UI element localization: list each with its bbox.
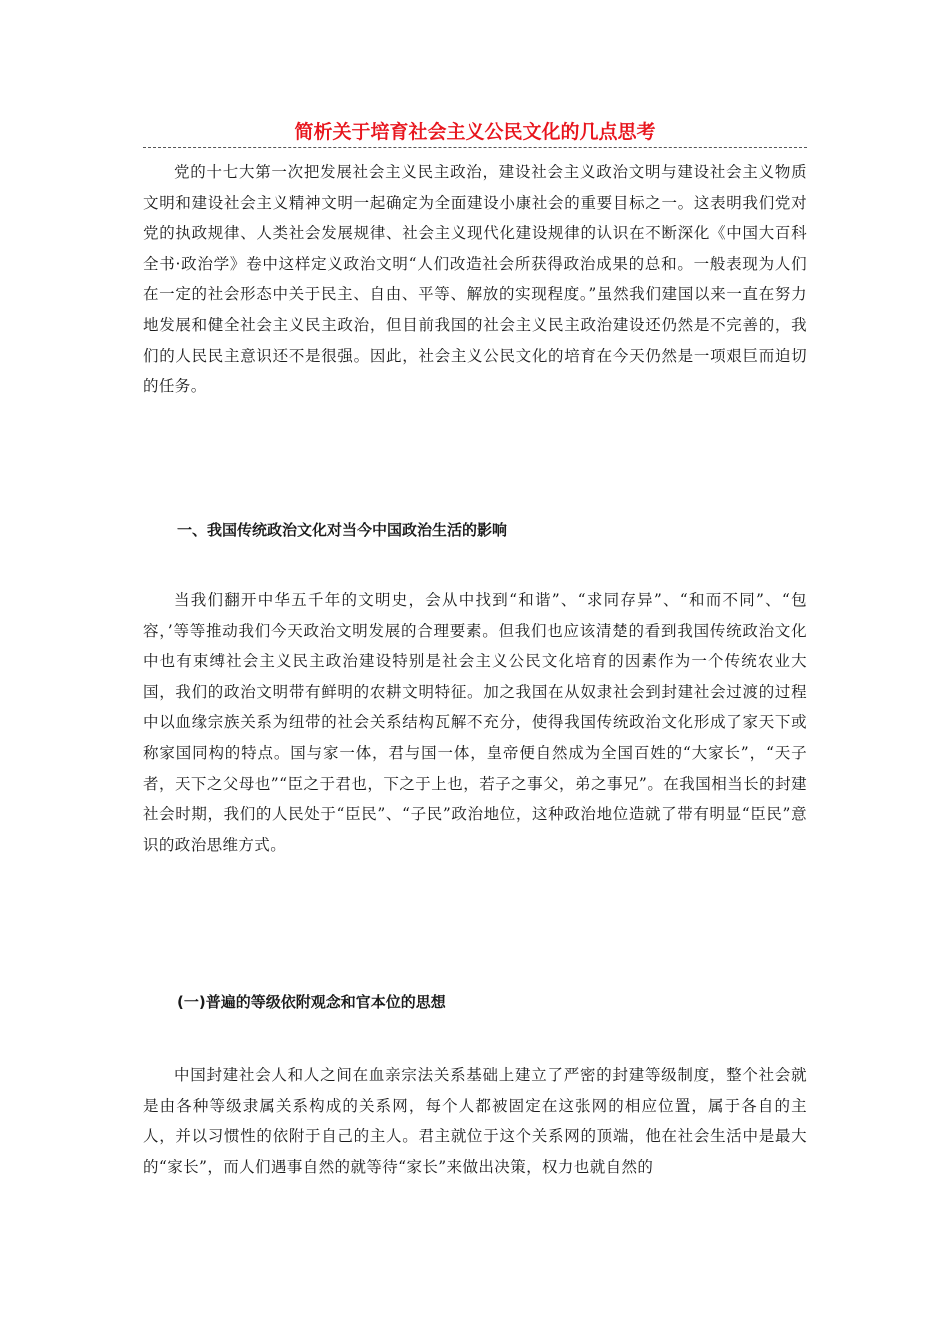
subsection-1-paragraph: 中国封建社会人和人之间在血亲宗法关系基础上建立了严密的封建等级制度，整个社会就是由各种等级隶属关系构成的关系网，每个人都被固定在这张网的相应位置，属于各自的主人，并以习惯性的依附于自己的主人。君主就位于这个关系网的顶端，他在社会生活中是最大的“家长”，而人们遇事自然的就等待“家长”来做出决策，权力也就自然的	[143, 1066, 807, 1176]
section-1-paragraph: 当我们翻开中华五千年的文明史，会从中找到“和谐”、“求同存异”、“和而不同”、“包容，’等等推动我们今天政治文明发展的合理要素。但我们也应该清楚的看到我国传统政治文化中也有束缚社会主义民主政治建设特别是社会主义公民文化培育的因素作为一个传统农业大国，我们的政治文明带有鲜明的农耕文明特征。加之我国在从奴隶社会到封建社会过渡的过程中以血缘宗族关系为纽带的社会关系结构瓦解不充分，使得我国传统政治文化形成了家天下或称家国同构的特点。国与家一体，君与国一体，皇帝便自然成为全国百姓的“大家长”，“天子者，天下之父母也”“臣之于君也，下之于上也，若子之事父，弟之事兄”。在我国相当长的封建社会时期，我们的人民处于“臣民”、“子民”政治地位，这种政治地位造就了带有明显“臣民”意识的政治思维方式。	[143, 591, 807, 854]
document-title: 简析关于培育社会主义公民文化的几点思考	[290, 121, 659, 143]
intro-paragraph: 党的十七大第一次把发展社会主义民主政治，建设社会主义政治文明与建设社会主义物质文明和建设社会主义精神文明一起确定为全面建设小康社会的重要目标之一。这表明我们党对党的执政规律、人类社会发展规律、社会主义现代化建设规律的认识在不断深化《中国大百科全书·政治学》卷中这样定义政治文明“人们改造社会所获得政治成果的总和。一般表现为人们在一定的社会形态中关于民主、自由、平等、解放的实现程度。”虽然我们建国以来一直在努力地发展和健全社会主义民主政治，但目前我国的社会主义民主政治建设还仍然是不完善的，我们的人民民主意识还不是很强。因此，社会主义公民文化的培育在今天仍然是一项艰巨而迫切的任务。	[143, 163, 807, 396]
document-title-wrapper	[143, 118, 807, 146]
subsection-heading-1: (一)普遍的等级依附观念和官本位的思想	[177, 993, 446, 1011]
title-dashed-rule	[143, 147, 807, 148]
title-row	[143, 118, 807, 154]
section-heading-1: 一、我国传统政治文化对当今中国政治生活的影响	[177, 521, 508, 539]
